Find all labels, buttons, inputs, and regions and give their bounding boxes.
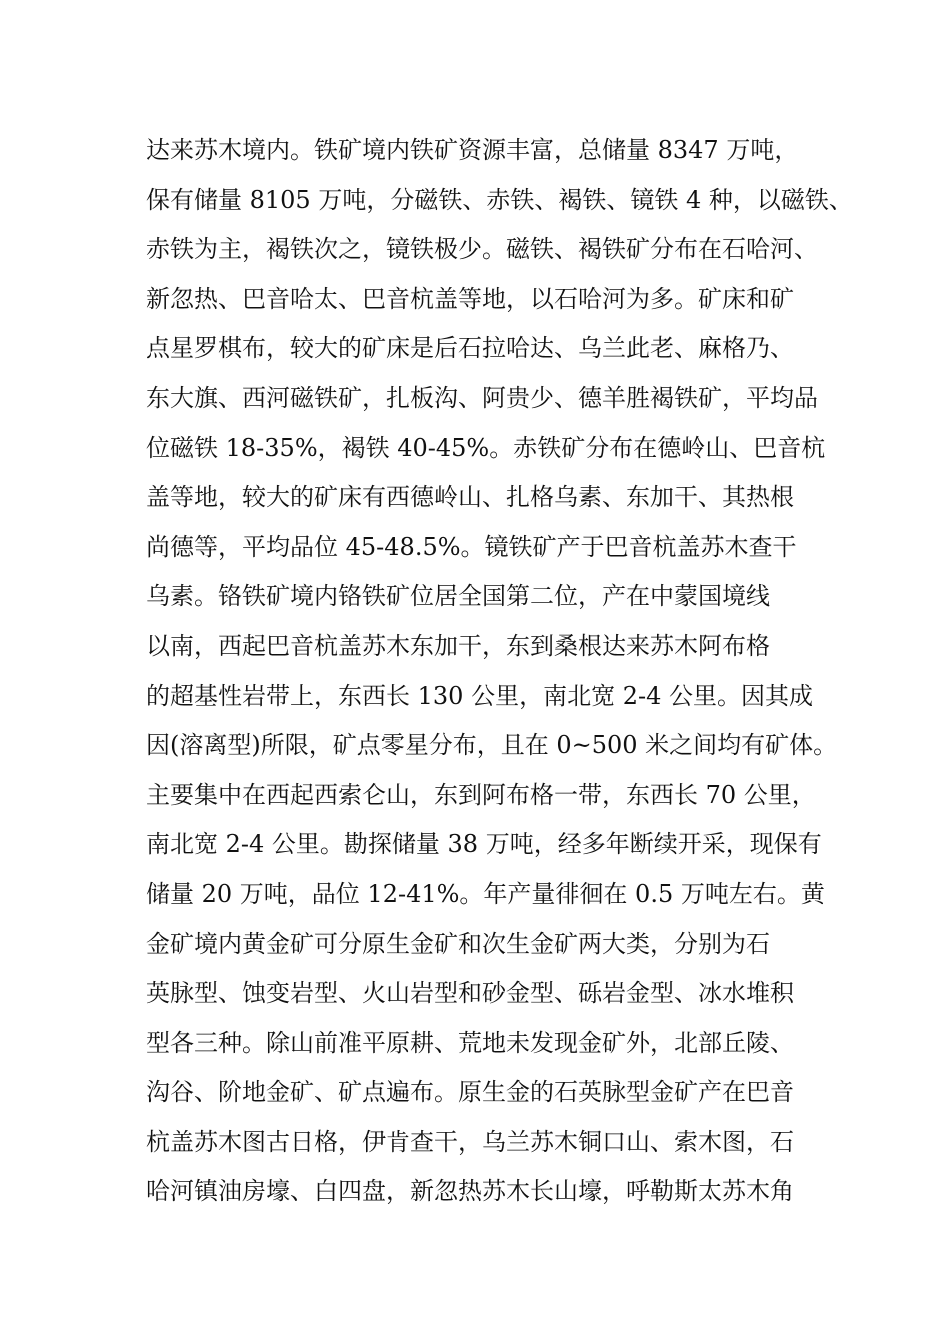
text-line: 主要集中在西起西索仑山，东到阿布格一带，东西长 70 公里， [146,780,816,809]
text-line: 达来苏木境内。铁矿境内铁矿资源丰富，总储量 8347 万吨， [146,136,799,164]
text-line: 型各三种。除山前准平原耕、荒地未发现金矿外，北部丘陵、 [146,1028,794,1057]
text-line: 位磁铁 18-35%，褐铁 40-45%。赤铁矿分布在德岭山、巴音杭 [146,433,826,462]
text-line: 杭盖苏木图古日格，伊肯查干，乌兰苏木铜口山、索木图，石 [146,1127,794,1156]
text-line: 乌素。铬铁矿境内铬铁矿位居全国第二位，产在中蒙国境线 [146,582,770,611]
text-line: 金矿境内黄金矿可分原生金矿和次生金矿两大类，分别为石 [146,929,770,958]
text-line: 保有储量 8105 万吨，分磁铁、赤铁、褐铁、镜铁 4 种，以磁铁、 [146,185,853,214]
text-line: 新忽热、巴音哈太、巴音杭盖等地，以石哈河为多。矿床和矿 [146,284,794,313]
text-line: 尚德等，平均品位 45-48.5%。镜铁矿产于巴音杭盖苏木查干 [146,532,797,561]
text-line: 赤铁为主，褐铁次之，镜铁极少。磁铁、褐铁矿分布在石哈河、 [146,235,818,264]
text-line: 以南，西起巴音杭盖苏木东加干，东到桑根达来苏木阿布格 [146,631,770,660]
text-line: 南北宽 2-4 公里。勘探储量 38 万吨，经多年断续开采，现保有 [146,830,822,859]
text-line: 英脉型、蚀变岩型、火山岩型和砂金型、砾岩金型、冰水堆积 [146,979,794,1008]
text-line: 因(溶离型)所限，矿点零星分布，且在 0~500 米之间均有矿体。 [146,731,838,760]
text-line: 沟谷、阶地金矿、矿点遍布。原生金的石英脉型金矿产在巴音 [146,1078,794,1107]
text-line: 的超基性岩带上，东西长 130 公里，南北宽 2-4 公里。因其成 [146,681,813,710]
text-line: 点星罗棋布，较大的矿床是后石拉哈达、乌兰此老、麻格乃、 [146,334,794,363]
text-line: 储量 20 万吨，品位 12-41%。年产量徘徊在 0.5 万吨左右。黄 [146,879,825,908]
body-text [146,126,853,1217]
text-line: 盖等地，较大的矿床有西德岭山、扎格乌素、东加干、其热根 [146,483,794,512]
text-line: 东大旗、西河磁铁矿，扎板沟、阿贵少、德羊胜褐铁矿，平均品 [146,383,818,412]
text-line: 哈河镇油房壕、白四盘，新忽热苏木长山壕，呼勒斯太苏木角 [146,1177,794,1206]
